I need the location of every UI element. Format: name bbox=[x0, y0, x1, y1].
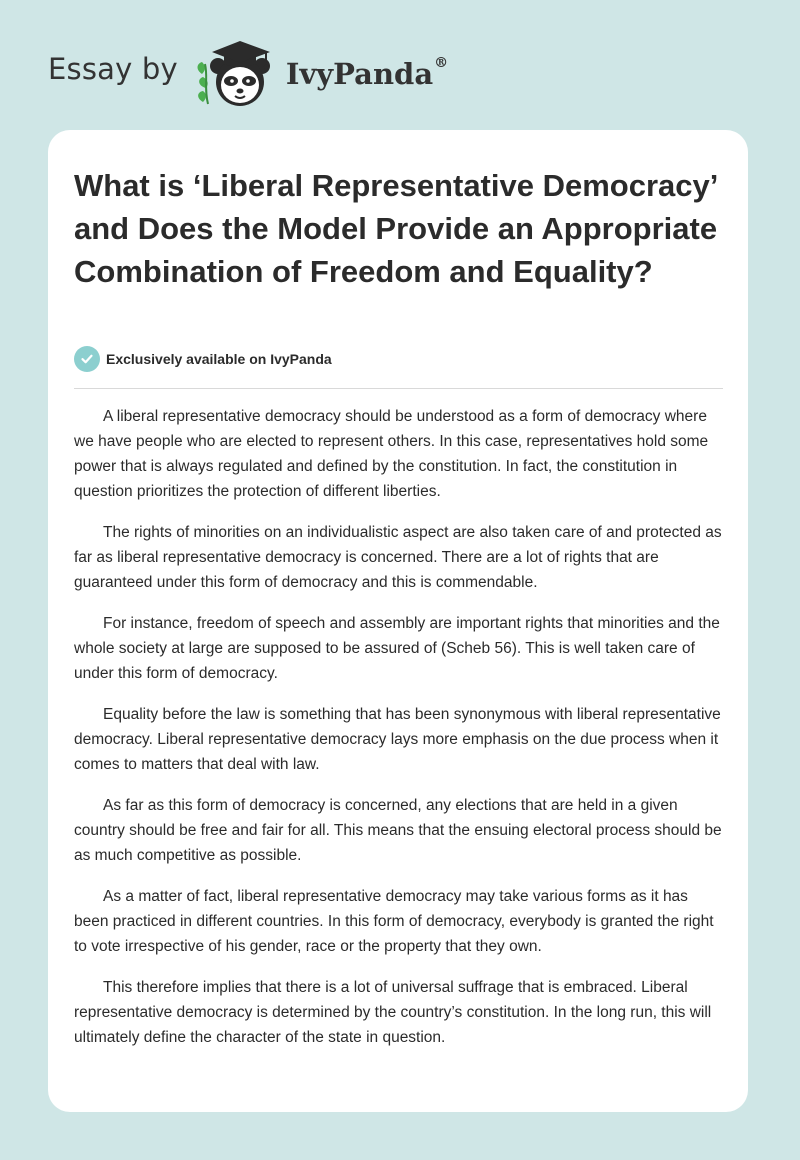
essay-card bbox=[48, 130, 748, 1112]
brand-name-text: IvyPanda bbox=[285, 57, 434, 91]
brand-name bbox=[286, 57, 448, 91]
essay-paragraph: As a matter of fact, liberal representative democracy may take various forms as it has been practiced in different countries. In this form of democracy, everybody is granted the right to vote irrespective of his gender, race or the property that they own. bbox=[74, 888, 714, 955]
brand-header[interactable] bbox=[48, 34, 448, 114]
essay-paragraph: A liberal representative democracy should be understood as a form of democracy where we have people who are elected to represent others. In this case, representatives hold some power that is always regulated and defined by the constitution. In fact, the constitution in question prioritizes the protection of different liberties. bbox=[74, 408, 709, 500]
essay-paragraph: As far as this form of democracy is concerned, any elections that are held in a given country should be free and fair for all. This means that the ensuing electoral process should be as much competitive as possible. bbox=[74, 797, 722, 864]
panda-graduate-icon bbox=[192, 36, 282, 112]
essay-paragraph: The rights of minorities on an individualistic aspect are also taken care of and protected as far as liberal representative democracy is concerned. There are a lot of rights that are guaranteed under this form of democracy and this is commendable. bbox=[74, 524, 722, 591]
exclusive-label: Exclusively available on IvyPanda bbox=[106, 351, 332, 367]
trademark-symbol: ® bbox=[434, 55, 449, 71]
essay-body bbox=[74, 404, 726, 1066]
exclusive-badge bbox=[74, 346, 332, 372]
page-title: What is ‘Liberal Representative Democracy’ and Does the Model Provide an Appropriate Combination of Freedom and Equality? bbox=[74, 168, 718, 289]
essay-paragraph: This therefore implies that there is a lot of universal suffrage that is embraced. Liberal representative democracy is determined by the country’s constitution. In the long run, this will ultimately define the character of the state in question. bbox=[74, 979, 712, 1046]
essay-paragraph: Equality before the law is something that has been synonymous with liberal representative democracy. Liberal representative democracy lays more emphasis on the due process when it comes to matters that deal with law. bbox=[74, 706, 721, 773]
essay-paragraph: For instance, freedom of speech and assembly are important rights that minorities and the whole society at large are supposed to be assured of (Scheb 56). This is well taken care of under this form of democracy. bbox=[74, 615, 720, 682]
check-circle-icon bbox=[74, 346, 100, 372]
brand-prefix: Essay by bbox=[48, 52, 178, 86]
divider bbox=[74, 388, 723, 389]
